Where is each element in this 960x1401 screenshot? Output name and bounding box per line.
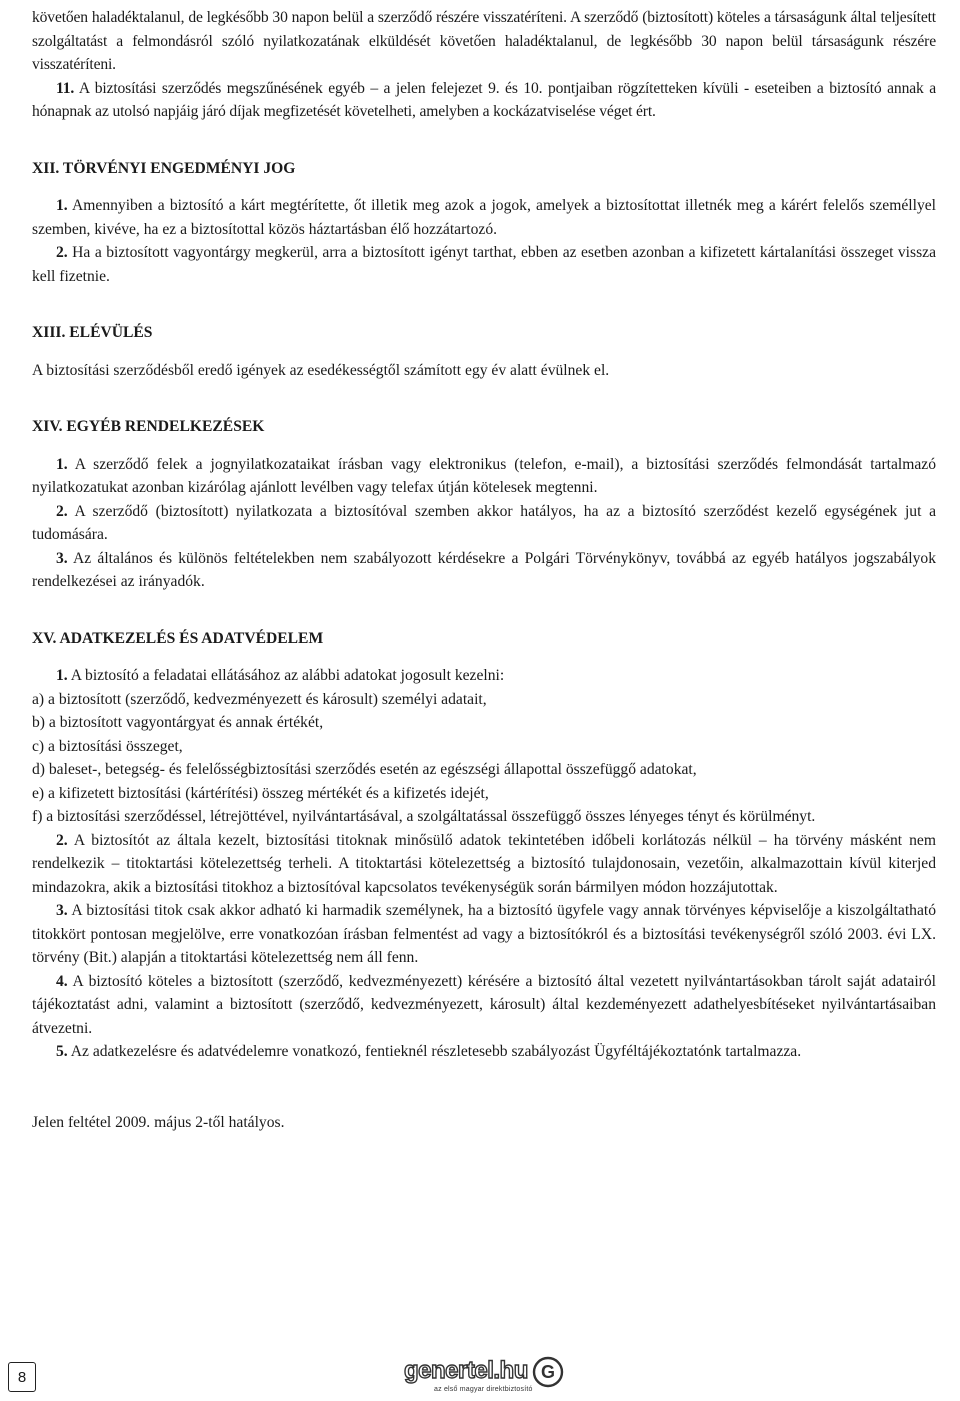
- point-text: Az adatkezelésre és adatvédelemre vonatkozó, fentieknél részletesebb szabályozást Ügyféltájékoztatónk tartalmazza.: [67, 1043, 802, 1060]
- section-xv-point-5: [32, 1040, 936, 1064]
- section-xv-point-3: [32, 899, 936, 970]
- logo-tagline: az első magyar direktbiztosító: [434, 1386, 533, 1393]
- point-number: 2.: [56, 831, 68, 849]
- logo-wordmark: genertel.hu: [404, 1357, 528, 1384]
- point-text: Amennyiben a biztosító a kárt megtérítette, őt illetik meg azok a jogok, amelyek a biztosítottat illetnék meg a kárért felelős személlyel szemben, kivéve, ha ez a biztosítottal közös háztartásban élő hozzátartozó.: [32, 197, 936, 238]
- point-text: Ha a biztosított vagyontárgy megkerül, arra a biztosított igényt tarthat, ebben az esetben azonban a kifizetett kártalanítási összeget vissza kell fizetnie.: [32, 244, 936, 285]
- section-xiv-title: XIV. EGYÉB RENDELKEZÉSEK: [32, 418, 265, 435]
- list-item: b) a biztosított vagyontárgyat és annak értékét,: [32, 714, 324, 731]
- data-category-list: [32, 688, 936, 829]
- effective-date-statement: Jelen feltétel 2009. május 2-től hatályos.: [32, 1113, 285, 1131]
- genertel-logo: [404, 1356, 564, 1396]
- point-number: 1.: [56, 455, 68, 473]
- section-xiii-paragraph: A biztosítási szerződésből eredő igények az esedékességtől számított egy év alatt évülnek el.: [32, 361, 610, 379]
- point-text: A biztosító a feladatai ellátásához az alábbi adatokat jogosult kezelni:: [67, 667, 505, 684]
- point-text: A biztosító köteles a biztosított (szerződő, kedvezményezett) kérésére a biztosító által vezetett nyilvántartásokban tárolt saját adatairól tájékoztatást adni, valamint a biztosított (szerződő, kedvezményezett, károsult) által kezdeményezett adathelyesbítéseket nyilvántartásaiban átvezetni.: [32, 972, 936, 1037]
- section-xiii-title: XIII. ELÉVÜLÉS: [32, 324, 153, 341]
- logo-mark-letter: G: [540, 1362, 556, 1382]
- point-number: 5.: [56, 1043, 68, 1060]
- list-item: d) baleset-, betegség- és felelősségbiztosítási szerződés esetén az egészségi állapottal összefüggő adatokat,: [32, 761, 697, 778]
- section-xii-point-1: [32, 194, 936, 241]
- intro-point-11: [32, 77, 936, 124]
- section-xiv-point-3: [32, 547, 936, 594]
- section-xiv-point-2: [32, 500, 936, 547]
- genertel-g-icon: [532, 1356, 564, 1388]
- point-number: 2.: [56, 502, 68, 520]
- point-text: Az általános és különös feltételekben nem szabályozott kérdésekre a Polgári Törvénykönyv, továbbá az egyéb hatályos jogszabályok rendelkezései az irányadók.: [32, 549, 936, 590]
- section-xv-point-4: [32, 970, 936, 1041]
- section-xv-point-1: [32, 664, 936, 688]
- point-text: A biztosítót az általa kezelt, biztosítási titoknak minősülő adatok tekintetében időbeli korlátozás nélkül – ha törvény másként nem rendelkezik – titoktartási kötelezettség terheli. A titoktartási kötelezettség a biztosító tulajdonosain, vezetőin, alkalmazottain kívül kiterjed mindazokra, akik a biztosítási titokhoz a biztosítóval kapcsolatos tevékenységük során bármilyen módon hozzájutottak.: [32, 831, 936, 896]
- point-text: A biztosítási szerződés megszűnésének egyéb – a jelen felejezet 9. és 10. pontjaiban rögzítetteken kívüli - eseteiben a biztosító annak a hónapnak az utolsó napjáig járó díjak megfizetését követelheti, amelyben a kockázatviselése véget ért.: [32, 79, 936, 120]
- point-text: A szerződő felek a jognyilatkozataikat írásban vagy elektronikus (telefon, e-mail), a biztosítási szerződés felmondását tartalmazó nyilatkozatukat azonban kizárólag ajánlott levélben vagy telefax útján kötelesek megtenni.: [32, 455, 936, 496]
- list-item: f) a biztosítási szerződéssel, létrejöttével, nyilvántartásával, a szolgáltatással összefüggő összes lényeges tényt és körülményt.: [32, 808, 816, 825]
- intro-paragraph: követően haladéktalanul, de legkésőbb 30 napon belül a szerződő részére visszatéríteni. A szerződő (biztosított) köteles a társaságunk által teljesített szolgáltatást a felmondásról szóló nyilatkozatának elküldését követően haladéktalanul, de legkésőbb 30 napon belül társaságunk részére visszatéríteni.: [32, 9, 936, 73]
- section-xii-title: XII. TÖRVÉNYI ENGEDMÉNYI JOG: [32, 159, 296, 177]
- point-text: A biztosítási titok csak akkor adható ki harmadik személynek, ha a biztosító ügyfele vagy annak törvényes képviselője a kiszolgáltatható titokkört pontosan megjelölve, erre vonatkozóan írásban felmentést ad vagy a biztosítókról és a biztosítási tevékenységről szóló 2003. évi LX. törvény (Bit.) alapján a titoktartási kötelezettség nem áll fenn.: [32, 902, 936, 966]
- point-number: 1.: [56, 667, 68, 684]
- point-number: 3.: [56, 902, 68, 919]
- point-number: 1.: [56, 197, 68, 214]
- point-number: 3.: [56, 549, 68, 567]
- section-xv-point-2: [32, 829, 936, 900]
- page-number: 8: [8, 1362, 36, 1392]
- list-item: a) a biztosított (szerződő, kedvezményezett és károsult) személyi adatait,: [32, 690, 487, 708]
- section-xv-title: XV. ADATKEZELÉS ÉS ADATVÉDELEM: [32, 629, 324, 647]
- point-number: 11.: [56, 79, 75, 97]
- list-item: e) a kifizetett biztosítási (kártérítési) összeg mértékét és a kifizetés idejét,: [32, 784, 489, 802]
- point-text: A szerződő (biztosított) nyilatkozata a biztosítóval szemben akkor hatályos, ha az a biztosító szerződést kezelő egységének jut a tudomására.: [32, 502, 936, 543]
- document-page: [32, 6, 936, 1134]
- section-xii-point-2: [32, 241, 936, 288]
- point-number: 2.: [56, 244, 68, 261]
- list-item: c) a biztosítási összeget,: [32, 737, 183, 755]
- point-number: 4.: [56, 972, 68, 990]
- section-xiv-point-1: [32, 453, 936, 500]
